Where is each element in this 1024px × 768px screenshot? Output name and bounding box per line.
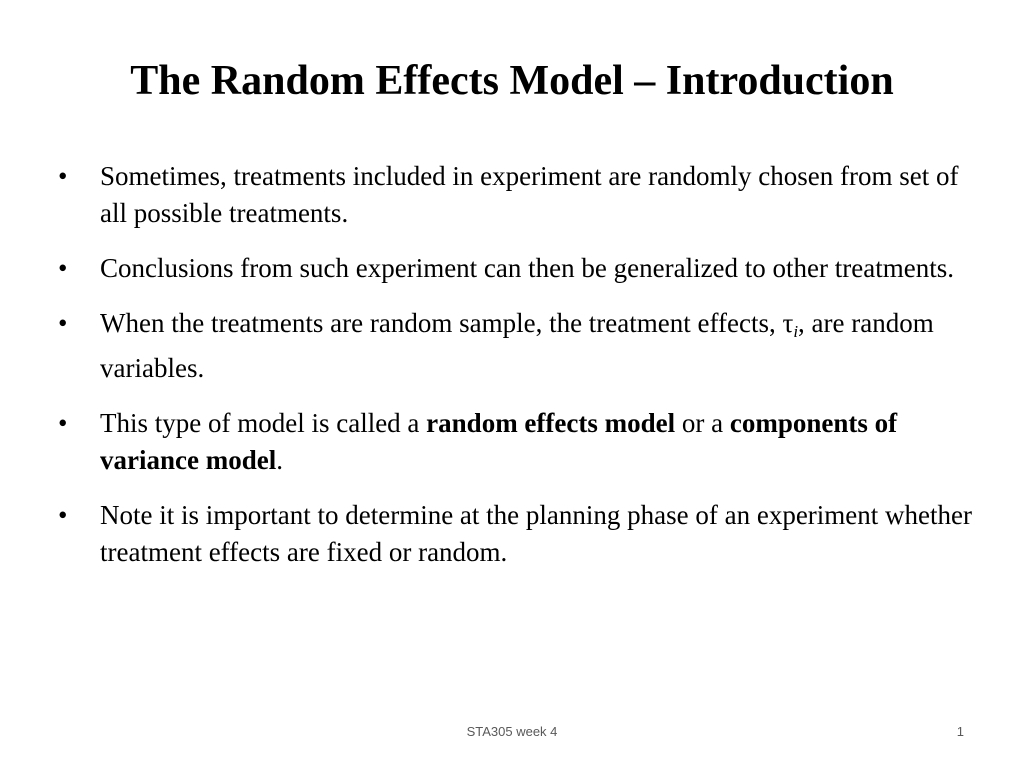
slide-title: The Random Effects Model – Introduction [130, 58, 894, 104]
bullet-item-3 [0, 305, 1024, 387]
bullet-text-part: When the treatments are random sample, the treatment effects, τ [100, 308, 794, 338]
bullet-text-part: This type of model is called a [100, 408, 427, 438]
bullet-item-2 [0, 250, 1024, 287]
bullet-marker: • [58, 500, 68, 530]
bullet-text-part: or a [675, 408, 730, 438]
bullet-text [100, 408, 897, 475]
page-number: 1 [956, 724, 964, 739]
bullet-marker: • [58, 253, 68, 283]
bullet-text: Sometimes, treatments included in experiment are randomly chosen from set of all possible treatments. [100, 161, 959, 228]
bullet-item-5 [0, 497, 1024, 571]
term-random-effects-model: random effects model [426, 408, 676, 438]
footer-text: STA305 week 4 [466, 724, 558, 739]
bullet-item-4 [0, 405, 1024, 479]
bullet-text [100, 308, 934, 383]
bullet-text: Note it is important to determine at the planning phase of an experiment whether treatment effects are fixed or random. [100, 500, 972, 567]
bullet-marker: • [58, 308, 68, 338]
bullet-marker: • [58, 161, 68, 191]
bullet-text-part: , are random variables. [100, 308, 934, 383]
bullet-item-1 [0, 158, 1024, 232]
term-components-of-variance-model: components of variance model [100, 408, 898, 475]
subscript-i: i [793, 322, 799, 341]
bullet-text-part: . [276, 445, 283, 475]
bullet-marker: • [58, 408, 68, 438]
bullet-list [0, 158, 1024, 589]
bullet-text: Conclusions from such experiment can then be generalized to other treatments. [100, 253, 954, 283]
